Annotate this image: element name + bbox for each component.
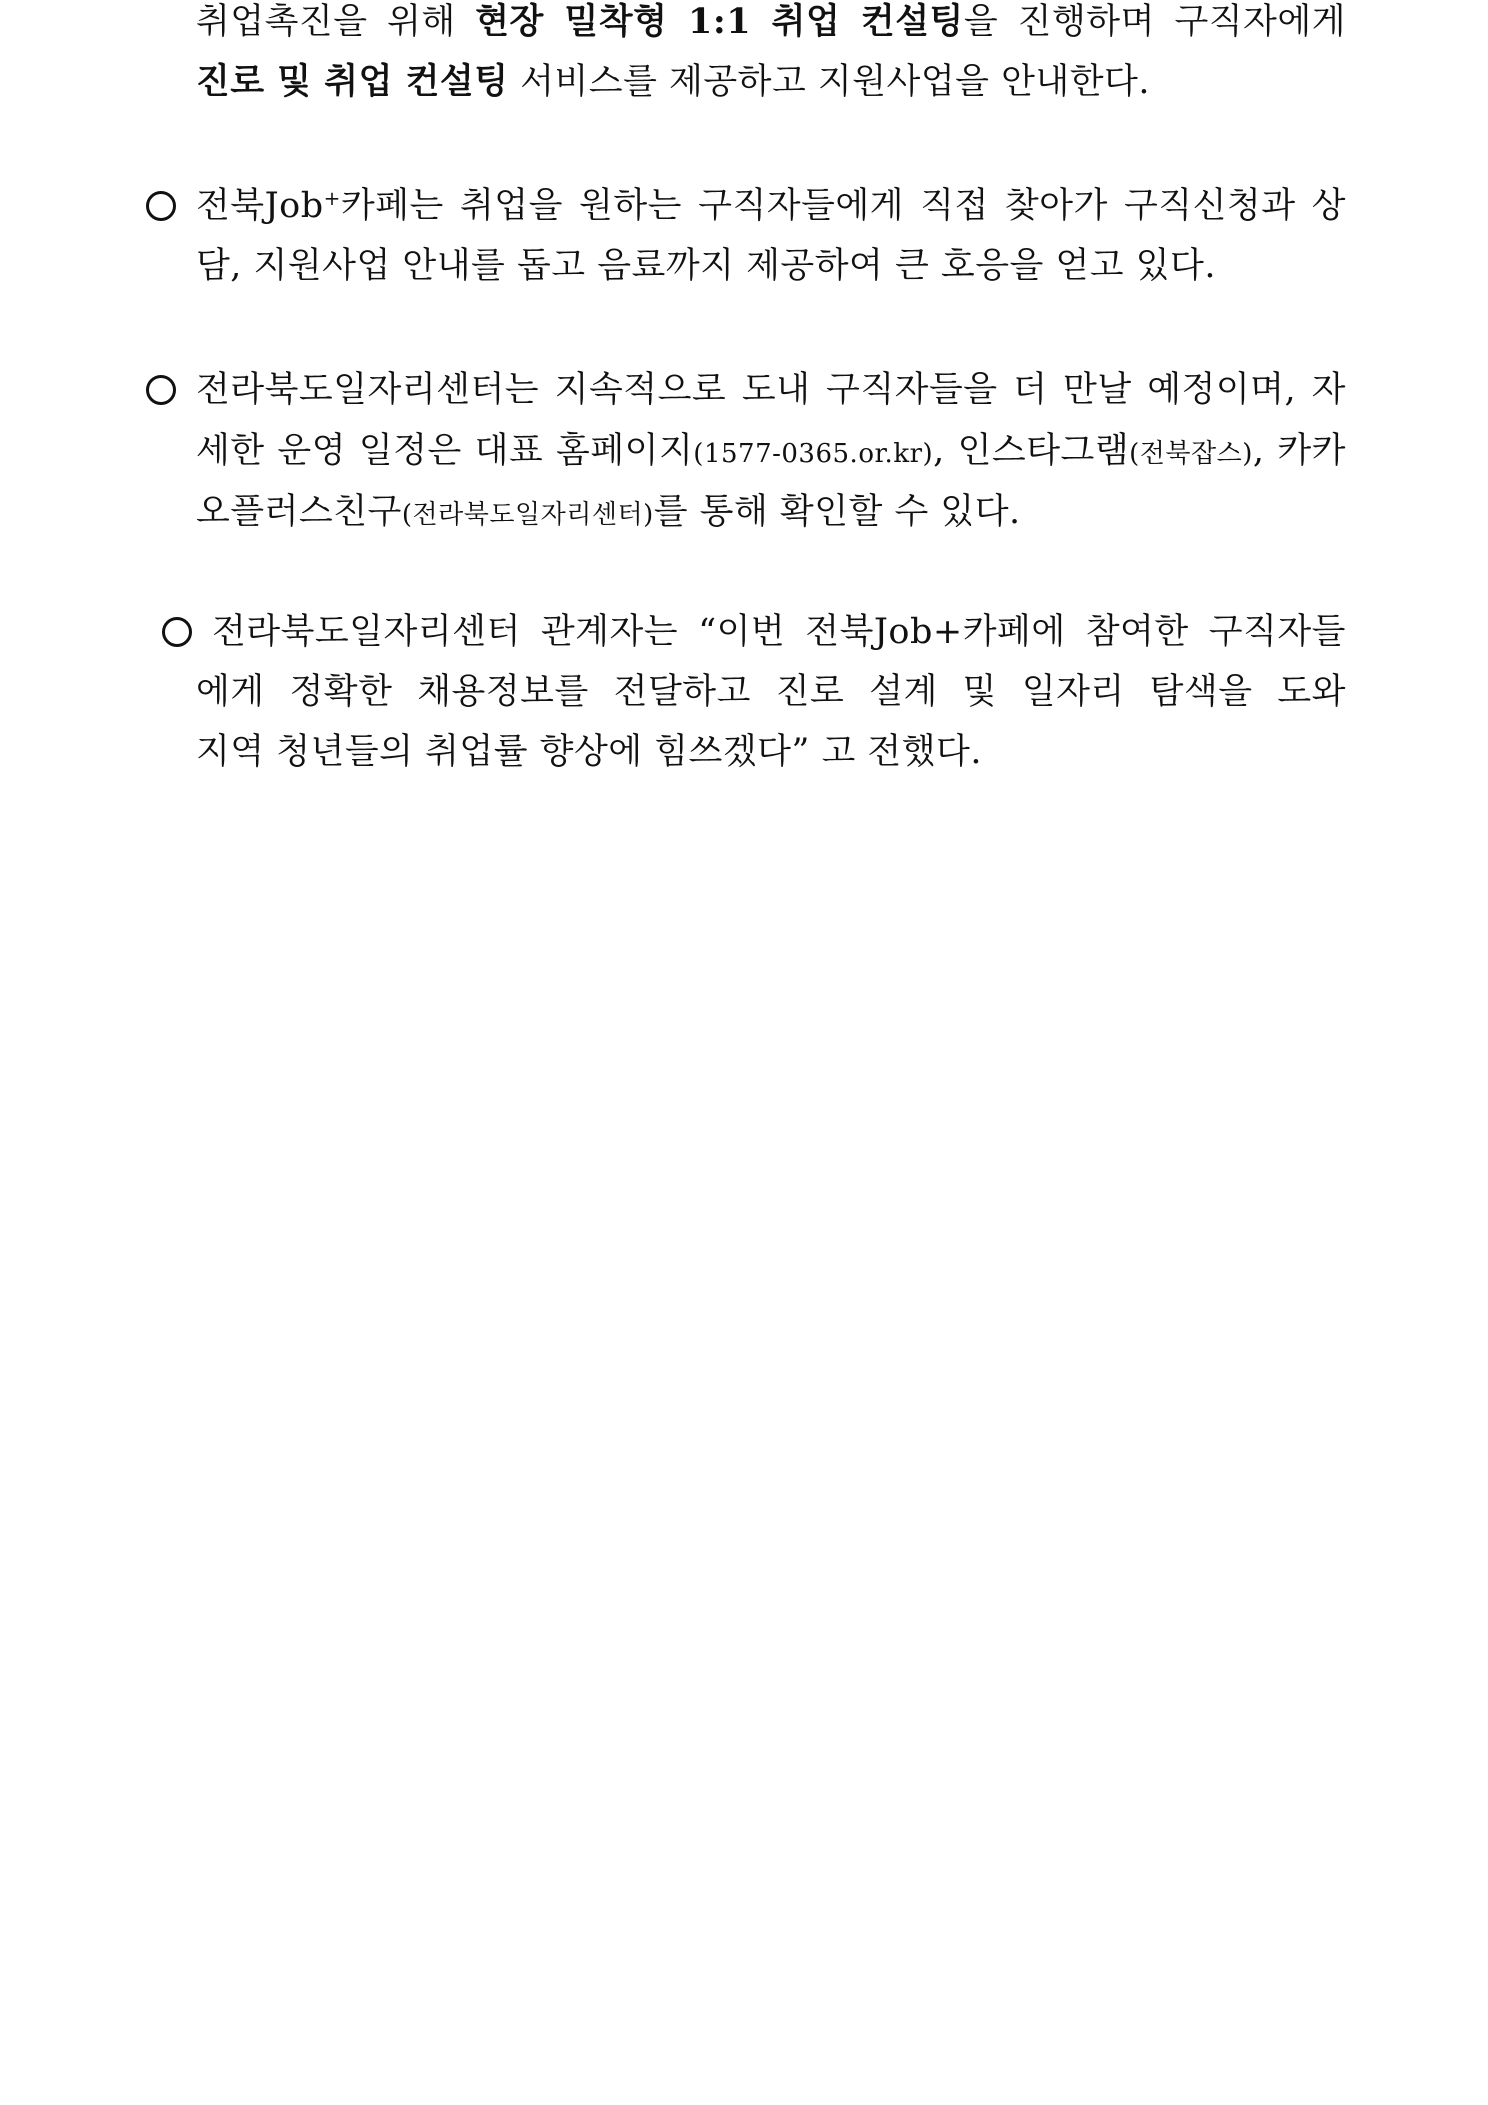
- text-run: 세한 운영 일정은 대표 홈페이지: [196, 431, 694, 471]
- text-run: 을 진행하며 구직자에게: [963, 2, 1346, 42]
- circle-bullet-icon: [146, 375, 176, 405]
- text-run-bold: 현장 밀착형 1:1 취업 컨설팅: [475, 1, 964, 42]
- text-run: 카페는 취업을 원하는 구직자들에게 직접 찾아가 구직신청과 상: [340, 186, 1346, 226]
- text-run: 지역 청년들의 취업률 향상에 힘쓰겠다” 고 전했다.: [196, 732, 982, 772]
- text-line: [196, 360, 1346, 420]
- text-line: [212, 602, 1346, 662]
- text-line: [196, 52, 1346, 112]
- text-line: [196, 176, 1346, 236]
- circle-bullet-icon: [146, 191, 176, 221]
- text-run: 에게 정확한 채용정보를 전달하고 진로 설계 및 일자리 탐색을 도와: [196, 672, 1346, 712]
- text-line: [196, 0, 1346, 52]
- text-run: 담, 지원사업 안내를 돕고 음료까지 제공하여 큰 호응을 얻고 있다.: [196, 246, 1216, 286]
- text-line: [196, 722, 1346, 782]
- text-run: 를 통해 확인할 수 있다.: [653, 492, 1021, 532]
- homepage-url: (1577-0365.or.kr): [693, 439, 934, 469]
- text-run: 전북Job: [196, 186, 324, 226]
- text-run: 전라북도일자리센터 관계자는 “이번 전북Job+카페에 참여한 구직자들: [212, 612, 1346, 652]
- text-run: , 인스타그램: [933, 431, 1130, 471]
- text-run: , 카카: [1252, 431, 1346, 471]
- instagram-handle: (전북잡스): [1129, 439, 1253, 469]
- kakao-channel-name: (전라북도일자리센터): [401, 500, 654, 530]
- superscript-plus: +: [323, 186, 341, 210]
- text-run: 취업촉진을 위해: [196, 2, 476, 42]
- text-line: [196, 482, 1346, 542]
- text-run: 오플러스친구: [196, 492, 402, 532]
- text-run: 서비스를 제공하고 지원사업을 안내한다.: [508, 62, 1150, 102]
- circle-bullet-icon: [162, 617, 192, 647]
- text-run-bold: 진로 및 취업 컨설팅: [196, 61, 509, 102]
- text-line: [196, 662, 1346, 722]
- text-run: 전라북도일자리센터는 지속적으로 도내 구직자들을 더 만날 예정이며, 자: [196, 370, 1346, 410]
- text-line: [196, 421, 1346, 481]
- text-line: [196, 236, 1346, 296]
